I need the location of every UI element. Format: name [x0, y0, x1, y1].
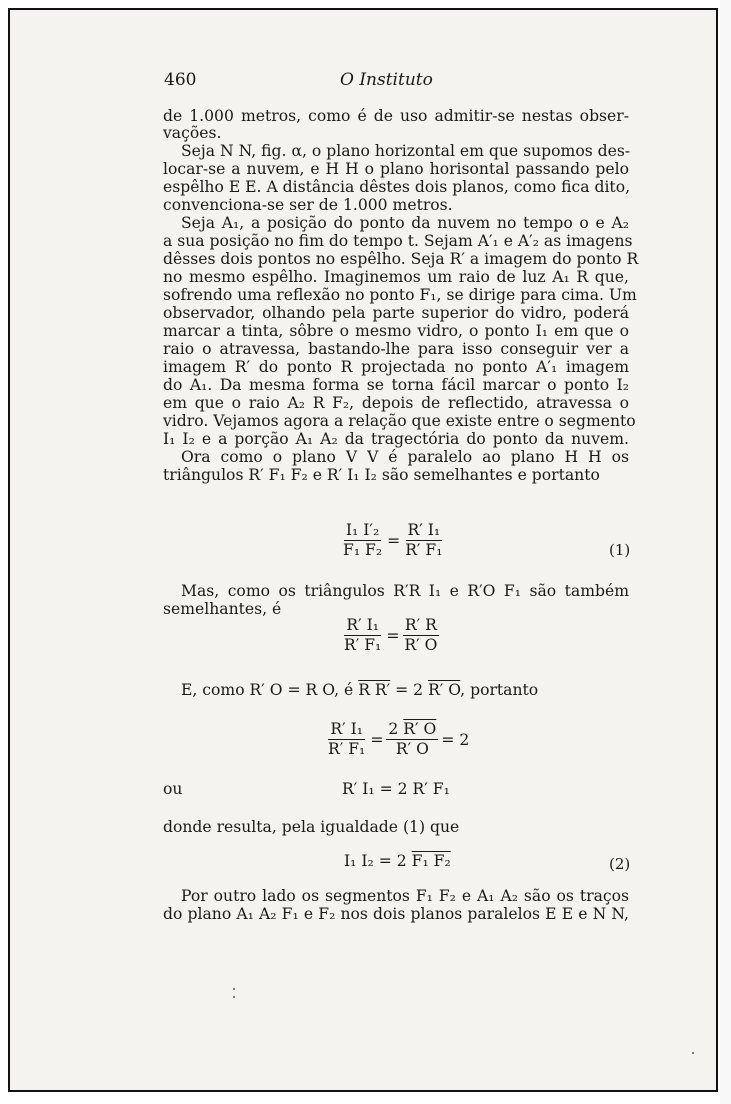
equation-5: I₁ I₂ = 2 F₁ F₂ — [344, 852, 451, 870]
text-line: sofrendo uma reflexão no ponto F₁, se dirige para cima. Um — [163, 286, 637, 304]
text-line: Ora como o plano V V é paralelo ao plano H H os — [181, 448, 629, 466]
text-line: locar-se a nuvem, e H H o plano horisontal passando pelo — [163, 160, 629, 178]
text-line: a sua posição no fim do tempo t. Sejam A′₁ e A′₂ as imagens — [163, 232, 633, 250]
text-line: ou — [163, 780, 183, 798]
text-line: raio o atravessa, bastando-lhe para isso conseguir ver a — [163, 340, 629, 358]
text-line: em que o raio A₂ R F₂, depois de reflectido, atravessa o — [163, 394, 629, 412]
page-edge — [720, 0, 731, 1104]
equation-4: R′ I₁ = 2 R′ F₁ — [342, 780, 450, 798]
text-line: marcar a tinta, sôbre o mesmo vidro, o ponto I₁ em que o — [163, 322, 629, 340]
text-line: do A₁. Da mesma forma se torna fácil marcar o ponto I₂ — [163, 376, 629, 394]
text-line: triângulos R′ F₁ F₂ e R′ I₁ I₂ são semelhantes e portanto — [163, 466, 600, 484]
text-line: no mesmo espêlho. Imaginemos um raio de luz A₁ R que, — [163, 268, 629, 286]
running-title: O Instituto — [340, 70, 433, 90]
text-line: vidro. Vejamos agora a relação que existe entre o segmento — [163, 412, 636, 430]
text-line: Por outro lado os segmentos F₁ F₂ e A₁ A₂ são os traços — [181, 887, 629, 905]
text-line: vações. — [163, 124, 222, 142]
text-line: observador, olhando pela parte superior do vidro, poderá — [163, 304, 629, 322]
text-line: Seja N N, fig. α, o plano horizontal em que supomos des- — [181, 142, 631, 160]
text-line: convenciona-se ser de 1.000 metros. — [163, 196, 453, 214]
scan-speck — [233, 988, 235, 990]
text-line: E, como R′ O = R O, é R R′ = 2 R′ O, portanto — [181, 681, 539, 699]
text-line: donde resulta, pela igualdade (1) que — [163, 818, 460, 836]
equation-3: $\frac{\text{R′ I₁}}{\text{R′ F₁}}$ = $\frac{2 R' O}{R' O}$ = 2 — [328, 720, 470, 758]
equation-number: (2) — [609, 855, 631, 873]
text-line: dêsses dois pontos no espêlho. Seja R′ a imagem do ponto R — [163, 250, 639, 268]
scan-speck — [233, 996, 235, 998]
text-line: Mas, como os triângulos R′R I₁ e R′O F₁ são também — [181, 582, 629, 600]
scan-speck — [692, 1052, 694, 1054]
text-line: de 1.000 metros, como é de uso admitir-se nestas obser- — [163, 107, 629, 125]
equation-1: $\frac{\text{I₁ I′₂}}{\text{F₁ F₂}}$ = $\frac{\text{R′ I₁}}{\text{R′ F₁}}$ — [343, 521, 443, 559]
text-line: semelhantes, é — [163, 600, 282, 618]
text-line: Seja A₁, a posição do ponto da nuvem no tempo o e A₂ — [181, 214, 629, 232]
text-line: I₁ I₂ e a porção A₁ A₂ da tragectória do ponto da nuvem. — [163, 430, 629, 448]
text-line: espêlho E E. A distância dêstes dois planos, como fica dito, — [163, 178, 631, 196]
page-number: 460 — [164, 70, 197, 90]
equation-number: (1) — [609, 541, 631, 559]
equation-2: $\frac{\text{R′ I₁}}{\text{R′ F₁}}$ = $\frac{R' R}{R' O}$ — [344, 616, 438, 654]
text-line: imagem R′ do ponto R projectada no ponto A′₁ imagem — [163, 358, 629, 376]
text-line: do plano A₁ A₂ F₁ e F₂ nos dois planos paralelos E E e N N, — [163, 905, 629, 923]
